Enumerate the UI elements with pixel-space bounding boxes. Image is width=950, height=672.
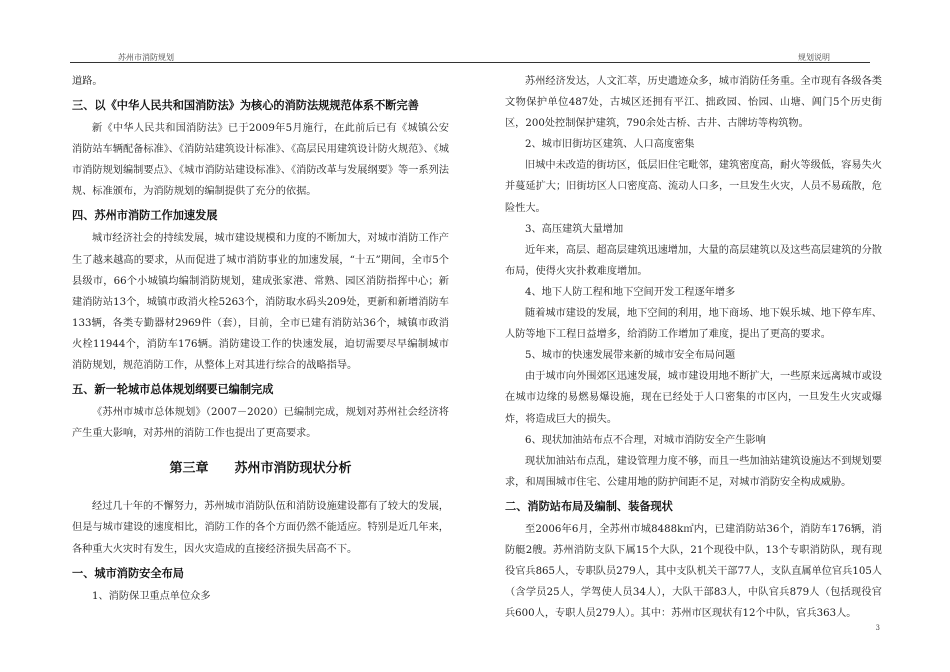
left-column [72, 71, 449, 607]
chapter-number: 第三章 [169, 461, 209, 477]
page-header-left: 苏州市消防规划 [118, 53, 174, 62]
section-heading: 二、消防站布局及编制、装备现状 [505, 499, 673, 513]
paragraph: 《苏州市城市总体规划》（2007－2020）已编制完成，规划对苏州社会经济将产生重大影响，对苏州的消防工作也提出了更高要求。 [72, 407, 449, 440]
page-number: 3 [875, 624, 880, 632]
paragraph: 经过几十年的不懈努力，苏州城市消防队伍和消防设施建设都有了较大的发展，但是与城市建设的速度相比，消防工作的各个方面仍然不能适应。特别是近几年来，各种重大火灾时有发生，因火灾造成的直接经济损失居高不下。 [72, 501, 449, 555]
chapter-name: 苏州市消防现状分析 [234, 461, 352, 477]
header-rule [70, 62, 870, 63]
paragraph: 由于城市向外围郊区迅速发展，城市建设用地不断扩大，一些原来远离城市或设在城市边缘的易燃易爆设施，现在已经处于人口密集的市区内，一旦发生火灾或爆炸，将造成巨大的损失。 [505, 371, 882, 425]
paragraph: 新《中华人民共和国消防法》已于2009年5月施行，在此前后已有《城镇公安消防站车辆配备标准》、《消防站建筑设计标准》、《高层民用建筑设计防火规范》、《城市消防规划编制要点》、《城市消防站建设标准》、《消防改革与发展纲要》等一系列法规、标准颁布，为消防规划的编制提供了充分的依据。 [72, 123, 449, 198]
numbered-heading: 1、消防保卫重点单位众多 [92, 590, 211, 602]
paragraph: 至2006年6月，全苏州市城8488k㎡内，已建消防站36个，消防车176辆，消防艇2艘。苏州消防支队下属15个大队，21个现役中队，13个专职消防队，现有现役官兵865人，专职队员279人，其中支队机关干部77人，支队直属单位官兵105人（含学员25人，学驾使人员34人），大队干部83人，中队官兵879人（包括现役官兵600人，专职人员279人）。其中：苏州市区现状有12个中队，官兵363人。 [505, 523, 882, 620]
paragraph: 城市经济社会的持续发展，城市建设规模和力度的不断加大，对城市消防工作产生了越来越高的要求，从而促进了城市消防事业的加速发展，“十五”期间，全市5个县级市，66个小城镇均编制消防规划，建成张家港、常熟、园区消防指挥中心；新建消防站13个，城镇市政消火栓5263个，消防取水码头209处，更新和新增消防车133辆，各类专勤器材2969件（套），目前，全市已建有消防站36个，城镇市政消火栓11944个，消防车176辆。消防建设工作的快速发展，迫切需要尽早编制城市消防规划，规范消防工作，从整体上对其进行综合的战略指导。 [72, 233, 449, 372]
numbered-heading: 5、城市的快速发展带来新的城市安全布局问题 [525, 350, 736, 362]
paragraph: 近年来，高层、超高层建筑迅速增加，大量的高层建筑以及这些高层建筑的分散布局，使得火灾扑救难度增加。 [505, 244, 882, 277]
paragraph: 苏州经济发达，人文汇萃，历史遗迹众多，城市消防任务重。全市现有各级各类文物保护单位487处，古城区还拥有平江、拙政园、怡园、山塘、阊门5个历史街区，200处控制保护建筑，790余处古桥、古井、古牌坊等构筑物。 [505, 76, 882, 130]
numbered-heading: 6、现状加油站布点不合理，对城市消防安全产生影响 [525, 434, 766, 446]
numbered-heading: 2、城市旧街坊区建筑、人口高度密集 [525, 139, 695, 151]
section-heading: 五、新一轮城市总体规划纲要已编制完成 [72, 383, 274, 397]
paragraph: 现状加油站布点乱，建设管理力度不够，而且一些加油站建筑设施达不到规划要求，和周围城市住宅、公建用地的防护间距不足，对城市消防安全构成威胁。 [505, 455, 882, 488]
paragraph: 旧城中未改造的街坊区，低层旧住宅毗邻，建筑密度高，耐火等级低，容易失火并蔓延扩大；旧街坊区人口密度高、流动人口多，一旦发生火灾，人员不易疏散，危险性大。 [505, 160, 882, 214]
section-heading: 一、城市消防安全布局 [72, 566, 184, 580]
numbered-heading: 3、高压建筑大量增加 [525, 223, 624, 235]
paragraph: 随着城市建设的发展，地下空间的利用，地下商场、地下娱乐城、地下停车库、人防等地下工程日益增多，给消防工作增加了难度，提出了更高的要求。 [505, 308, 882, 341]
page-header-right: 规划说明 [798, 53, 830, 62]
right-column [505, 71, 882, 624]
section-heading: 四、苏州市消防工作加速发展 [72, 209, 218, 223]
numbered-heading: 4、地下人防工程和地下空间开发工程逐年增多 [525, 286, 736, 298]
chapter-title [72, 456, 449, 482]
section-heading: 三、以《中华人民共和国消防法》为核心的消防法规规范体系不断完善 [72, 99, 419, 113]
paragraph: 道路。 [72, 76, 103, 87]
